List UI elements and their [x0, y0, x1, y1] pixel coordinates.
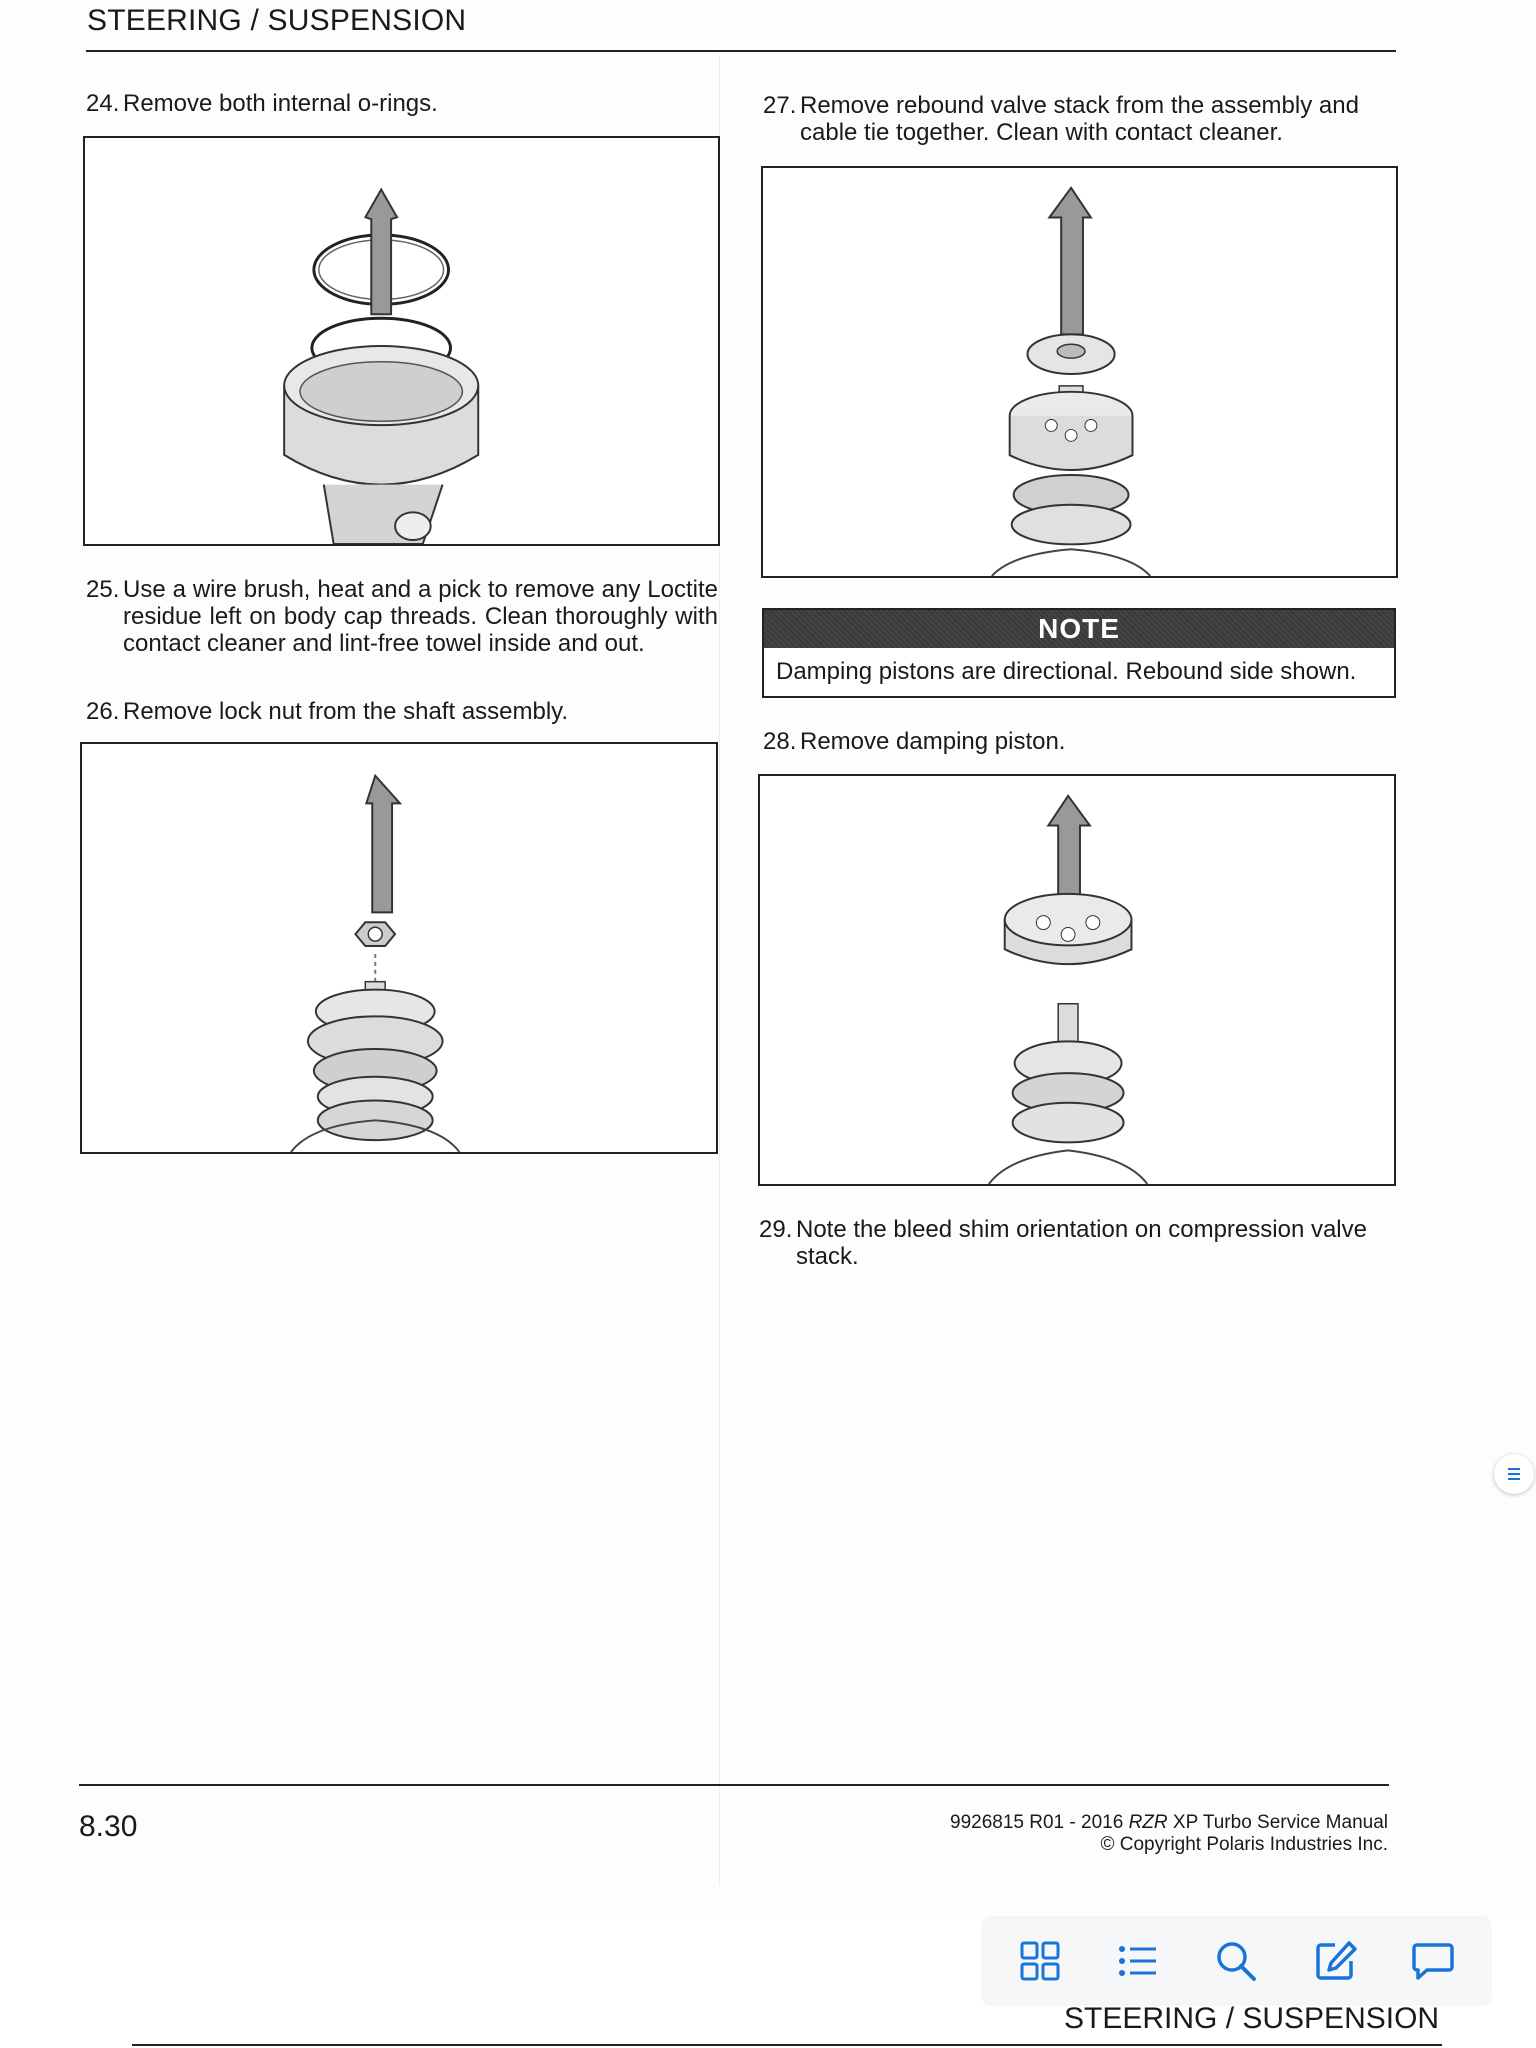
o-rings-illustration — [85, 138, 718, 544]
search-icon — [1212, 1937, 1260, 1985]
next-page-header-title: STEERING / SUSPENSION — [1064, 2002, 1440, 2035]
edit-icon — [1311, 1937, 1359, 1985]
figure-remove-rebound-stack — [761, 166, 1398, 578]
menu-lines-icon — [1503, 1463, 1525, 1485]
step-number: 28. — [763, 728, 797, 755]
step-text: Remove lock nut from the shaft assembly. — [123, 698, 569, 725]
annotate-button[interactable] — [1305, 1931, 1365, 1991]
side-menu-button[interactable] — [1494, 1454, 1534, 1494]
note-text: Damping pistons are directional. Rebound side shown. — [776, 658, 1357, 685]
bottom-toolbar — [983, 1918, 1490, 2004]
copyright: © Copyright Polaris Industries Inc. — [1100, 1834, 1388, 1855]
thumbnails-button[interactable] — [1010, 1931, 1070, 1991]
step-26 — [86, 698, 726, 725]
step-29 — [759, 1216, 1397, 1270]
figure-remove-lock-nut — [80, 742, 718, 1154]
rebound-stack-illustration — [763, 168, 1396, 576]
note-box — [762, 608, 1396, 698]
footer-divider — [79, 1784, 1389, 1786]
footer-doc-info — [950, 1812, 1388, 1856]
damping-piston-illustration — [760, 776, 1394, 1184]
doc-title — [950, 1812, 1388, 1834]
step-number: 26. — [86, 698, 120, 725]
page-number: 8.30 — [79, 1810, 138, 1843]
step-text: Remove damping piston. — [800, 728, 1066, 755]
lock-nut-illustration — [82, 744, 716, 1152]
step-text: Note the bleed shim orientation on compression valve stack. — [796, 1216, 1367, 1270]
outline-button[interactable] — [1108, 1931, 1168, 1991]
doc-title-prefix: 9926815 R01 - 2016 — [950, 1812, 1129, 1833]
step-25 — [86, 576, 718, 657]
step-27 — [763, 92, 1397, 146]
list-icon — [1114, 1937, 1162, 1985]
step-number: 25. — [86, 576, 120, 603]
step-28 — [763, 728, 1397, 755]
step-number: 27. — [763, 92, 797, 119]
search-button[interactable] — [1206, 1931, 1266, 1991]
step-text: Use a wire brush, heat and a pick to remove any Loctite residue left on body cap threads. Clean thoroughly with contact cleaner and lint-free towel inside and out. — [123, 576, 718, 657]
page-header-title: STEERING / SUSPENSION — [87, 4, 467, 37]
figure-remove-o-rings — [83, 136, 720, 546]
step-number: 24. — [86, 90, 120, 117]
step-text: Remove rebound valve stack from the assembly and cable tie together. Clean with contact cleaner. — [800, 92, 1359, 146]
comments-button[interactable] — [1403, 1931, 1463, 1991]
figure-remove-damping-piston — [758, 774, 1396, 1186]
doc-title-model: RZR — [1128, 1812, 1168, 1833]
step-text: Remove both internal o-rings. — [123, 90, 438, 117]
grid-icon — [1016, 1937, 1064, 1985]
comment-icon — [1409, 1937, 1457, 1985]
next-page-header-divider — [132, 2044, 1442, 2046]
note-heading: NOTE — [764, 610, 1394, 648]
doc-title-suffix: XP Turbo Service Manual — [1167, 1812, 1388, 1833]
header-divider — [86, 50, 1396, 52]
step-number: 29. — [759, 1216, 793, 1243]
step-24 — [86, 90, 726, 117]
